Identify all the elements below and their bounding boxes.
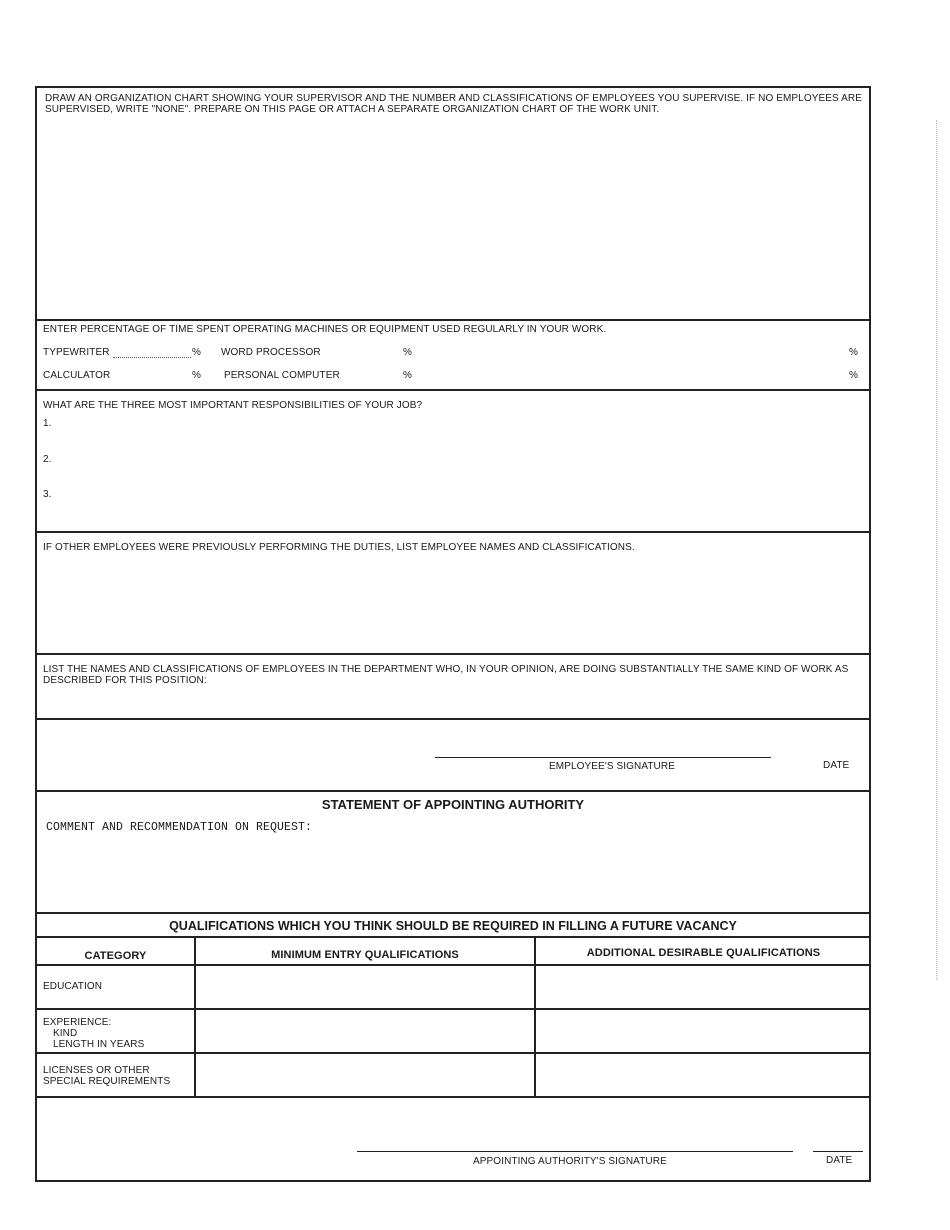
responsibility-number-2: 2.	[43, 454, 52, 465]
authority-signature-section	[37, 1098, 869, 1180]
same-work-instruction: LIST THE NAMES AND CLASSIFICATIONS OF EMPLOYEES IN THE DEPARTMENT WHO, IN YOUR OPINION, ARE DOING SUBSTANTIALLY THE SAME KIND OF WORK AS DESCRIBED FOR THIS POSITION:	[43, 664, 849, 686]
other-equipment-1-field[interactable]	[425, 347, 847, 357]
same-work-section[interactable]	[37, 655, 869, 720]
employee-signature-label: EMPLOYEE'S SIGNATURE	[549, 761, 675, 772]
col-category-header: CATEGORY	[84, 950, 147, 962]
personal-computer-percent-sign: %	[403, 370, 412, 381]
appointing-authority-section	[37, 792, 869, 914]
word-processor-label: WORD PROCESSOR	[221, 347, 321, 358]
row-licenses-label-1: LICENSES OR OTHER	[43, 1065, 150, 1076]
row-experience-length: LENGTH IN YEARS	[53, 1039, 145, 1050]
authority-date-label: DATE	[826, 1155, 853, 1166]
responsibility-3-field[interactable]	[57, 487, 857, 503]
col-minimum-header: MINIMUM ENTRY QUALIFICATIONS	[271, 949, 459, 961]
other-equipment-2-field[interactable]	[425, 370, 847, 380]
margin-dotted-line	[936, 120, 938, 980]
typewriter-label: TYPEWRITER	[43, 347, 110, 358]
responsibility-number-3: 3.	[43, 489, 52, 500]
responsibilities-question: WHAT ARE THE THREE MOST IMPORTANT RESPONSIBILITIES OF YOUR JOB?	[43, 400, 423, 411]
col-additional-header: ADDITIONAL DESIRABLE QUALIFICATIONS	[586, 947, 821, 959]
equipment-section	[37, 321, 869, 391]
table-divider-2	[534, 938, 536, 1098]
responsibility-number-1: 1.	[43, 418, 52, 429]
authority-date-line[interactable]	[813, 1151, 863, 1152]
calculator-percent-sign: %	[192, 370, 201, 381]
other-equipment-2-percent-sign: %	[849, 370, 858, 381]
responsibilities-section	[37, 391, 869, 533]
calculator-percent-field[interactable]	[117, 370, 189, 380]
org-chart-section[interactable]	[37, 88, 869, 321]
experience-additional-field[interactable]	[537, 1010, 871, 1051]
responsibility-2-field[interactable]	[57, 452, 857, 468]
qualifications-table	[37, 938, 869, 1098]
org-chart-instruction: DRAW AN ORGANIZATION CHART SHOWING YOUR SUPERVISOR AND THE NUMBER AND CLASSIFICATIONS OF EMPLOYEES YOU SUPERVISE. IF NO EMPLOYEES ARE SUPERVISED, WRITE "NONE". PREPARE ON THIS PAGE OR ATTACH A SEPARATE ORGANIZATION CHART OF THE WORK UNIT.	[45, 93, 862, 115]
qualifications-title: QUALIFICATIONS WHICH YOU THINK SHOULD BE REQUIRED IN FILLING A FUTURE VACANCY	[169, 919, 737, 933]
comment-field[interactable]	[45, 840, 863, 906]
personal-computer-percent-field[interactable]	[347, 370, 401, 380]
licenses-minimum-field[interactable]	[197, 1054, 533, 1096]
typewriter-percent-sign: %	[192, 347, 201, 358]
other-equipment-1-percent-sign: %	[849, 347, 858, 358]
employee-signature-section	[37, 720, 869, 792]
licenses-additional-field[interactable]	[537, 1054, 871, 1096]
equipment-instruction: ENTER PERCENTAGE OF TIME SPENT OPERATING MACHINES OR EQUIPMENT USED REGULARLY IN YOUR WORK.	[43, 324, 607, 335]
previous-employees-section[interactable]	[37, 533, 869, 655]
row-experience-label: EXPERIENCE:	[43, 1017, 112, 1028]
word-processor-percent-field[interactable]	[333, 347, 401, 357]
position-description-form	[35, 86, 871, 1182]
table-divider-1	[194, 938, 196, 1098]
previous-employees-instruction: IF OTHER EMPLOYEES WERE PREVIOUSLY PERFORMING THE DUTIES, LIST EMPLOYEE NAMES AND CLASSIFICATIONS.	[43, 542, 635, 553]
row-experience-kind: KIND	[53, 1028, 78, 1039]
typewriter-percent-field[interactable]	[113, 347, 191, 358]
qualifications-title-section	[37, 914, 869, 938]
row-licenses-label-2: SPECIAL REQUIREMENTS	[43, 1076, 171, 1087]
comment-label: COMMENT AND RECOMMENDATION ON REQUEST:	[46, 821, 313, 834]
appointing-authority-title: STATEMENT OF APPOINTING AUTHORITY	[321, 797, 585, 812]
authority-signature-line[interactable]	[357, 1151, 793, 1152]
word-processor-percent-sign: %	[403, 347, 412, 358]
authority-signature-label: APPOINTING AUTHORITY'S SIGNATURE	[473, 1156, 667, 1167]
responsibility-1-field[interactable]	[57, 416, 857, 432]
education-minimum-field[interactable]	[197, 966, 533, 1007]
experience-minimum-field[interactable]	[197, 1010, 533, 1051]
employee-signature-line[interactable]	[435, 757, 771, 758]
row-education-label: EDUCATION	[43, 981, 103, 992]
education-additional-field[interactable]	[537, 966, 871, 1007]
calculator-label: CALCULATOR	[43, 370, 111, 381]
personal-computer-label: PERSONAL COMPUTER	[224, 370, 340, 381]
employee-date-label: DATE	[823, 760, 850, 771]
